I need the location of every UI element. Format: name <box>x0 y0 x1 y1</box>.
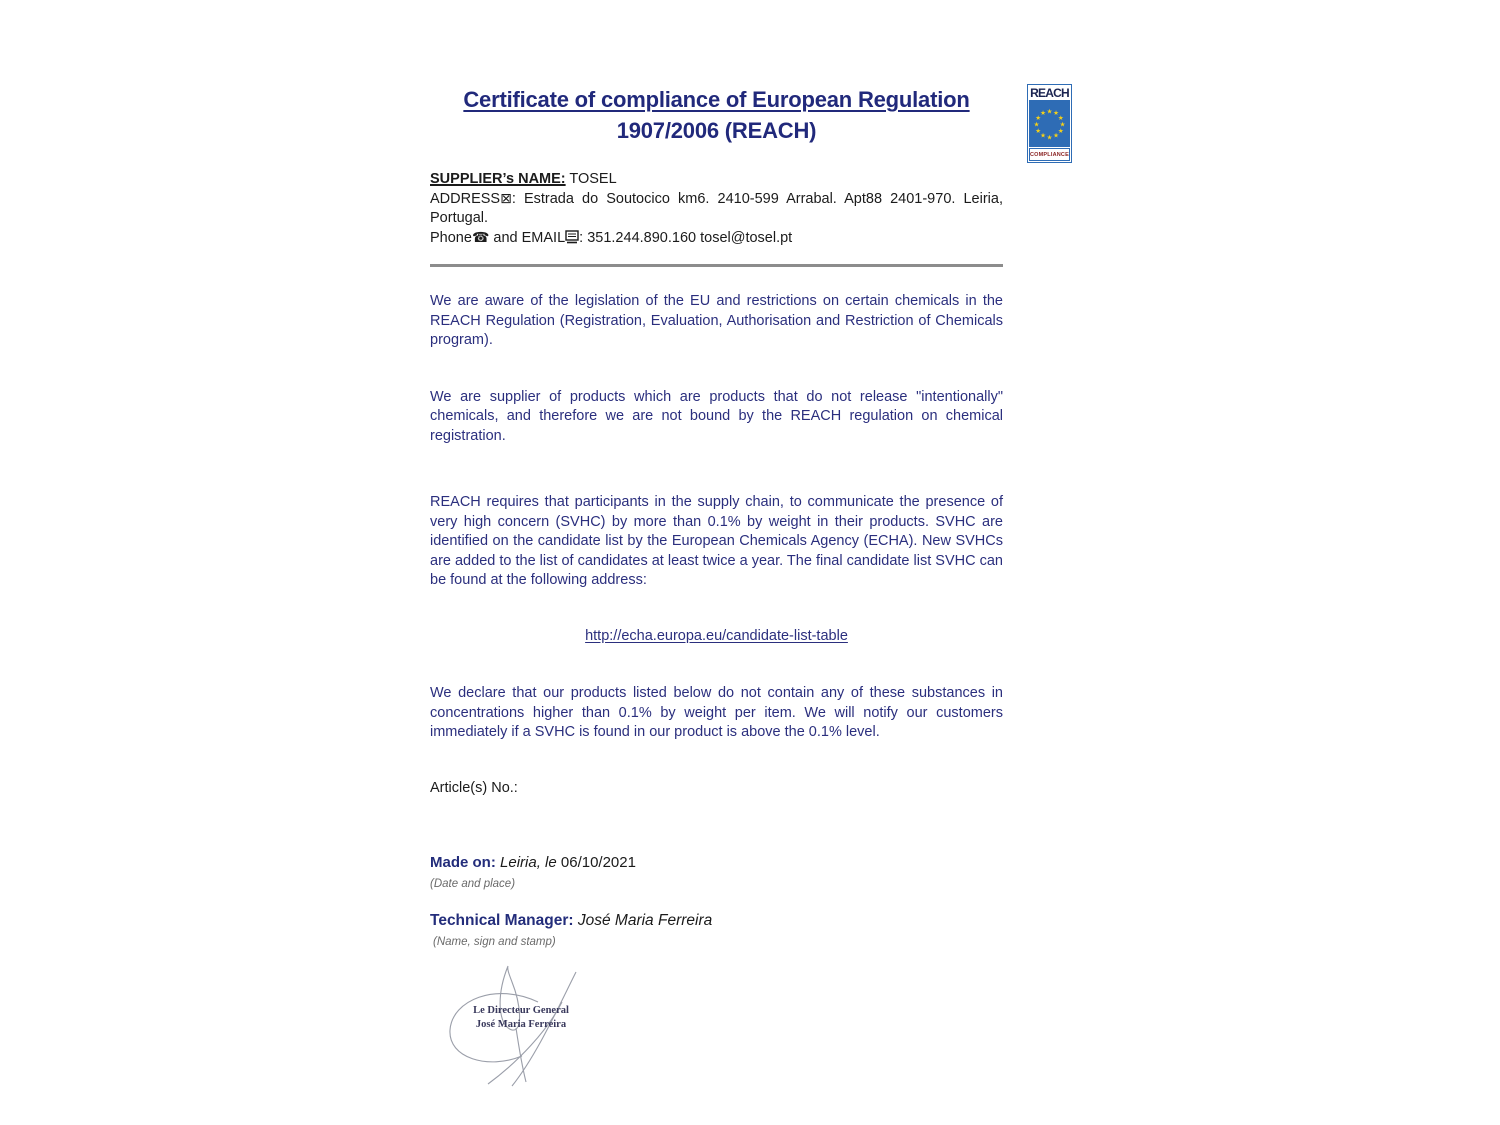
paragraph-reach-requirements: REACH requires that participants in the supply chain, to communicate the presence of very high concern (SVHC) by more than 0.1% by weight in their products. SVHC are identified on the candidate list by the European Chemicals Agency (ECHA). New SVHCs are added to the list of candidates at least twice a year. The final candidate list SVHC can be found at the following address: <box>430 494 1003 588</box>
supplier-name-label: SUPPLIER’s NAME: <box>430 171 566 187</box>
title-line-1: Certificate of compliance of European Regulation <box>463 87 970 112</box>
contact-value: : 351.244.890.160 tosel@tosel.pt <box>579 229 793 246</box>
phone-icon: ☎ <box>471 229 490 246</box>
svg-text:★: ★ <box>1059 120 1066 128</box>
paragraph-declaration: We declare that our products listed below do not contain any of these substances in concentrations higher than 0.1% by weight per item. We will notify our customers immediately if a SVHC is found in our product is above the 0.1% level. <box>430 685 1003 740</box>
supplier-name-line <box>430 170 1003 190</box>
phone-email-line <box>430 229 1003 249</box>
svg-text:★: ★ <box>1053 109 1059 117</box>
supplier-name-value: TOSEL <box>565 171 617 187</box>
section-divider <box>430 264 1003 267</box>
eu-stars-icon <box>1029 100 1070 147</box>
paragraph-awareness: We are aware of the legislation of the EU and restrictions on certain chemicals in the REACH Regulation (Registration, Evaluation, Authorisation and Restriction of Chemicals program). <box>430 293 1003 348</box>
technical-manager-line <box>430 911 1003 931</box>
reach-compliance-logo <box>1027 84 1072 163</box>
svg-text:★: ★ <box>1046 133 1053 141</box>
title-line-2: 1907/2006 (REACH) <box>616 118 817 143</box>
paragraph-supplier-role: We are supplier of products which are products that do not release "intentionally" chemicals, and therefore we are not bound by the REACH regulation on chemical registration. <box>430 388 1003 444</box>
address-value: : Estrada do Soutocico km6. 2410-599 Arrabal. Apt88 2401-970. Leiria, Portugal. <box>430 190 1003 226</box>
phone-label: Phone <box>430 229 472 246</box>
svg-text:★: ★ <box>1040 132 1046 140</box>
svg-text:★: ★ <box>1033 120 1040 128</box>
made-on-line <box>430 853 1003 873</box>
compliance-logo-text: COMPLIANCE <box>1029 148 1070 161</box>
svg-text:★: ★ <box>1057 114 1064 122</box>
candidate-list-link[interactable]: http://echa.europa.eu/candidate-list-table <box>585 627 848 644</box>
technical-manager-name: José Maria Ferreira <box>573 912 713 929</box>
svg-text:★: ★ <box>1040 109 1046 117</box>
made-on-place: Leiria, le <box>495 854 557 871</box>
technical-manager-label: Technical Manager: <box>430 912 574 929</box>
made-on-date: 06/10/2021 <box>556 854 636 871</box>
address-line <box>430 190 1003 229</box>
document-content <box>430 0 1003 1092</box>
signature-area <box>436 964 606 1092</box>
computer-icon <box>565 230 579 244</box>
article-number-label: Article(s) No.: <box>430 779 518 796</box>
page-title <box>430 84 1003 146</box>
signature-stamp <box>436 1004 606 1032</box>
reach-logo-text: REACH <box>1030 85 1069 100</box>
stamp-line-2: José Maria Ferreira <box>475 1019 567 1030</box>
svg-text:★: ★ <box>1035 114 1042 122</box>
svg-text:★: ★ <box>1057 127 1064 135</box>
svg-text:★: ★ <box>1035 127 1042 135</box>
stamp-line-1: Le Directeur General <box>473 1005 569 1016</box>
svg-text:★: ★ <box>1053 132 1059 140</box>
made-on-label: Made on: <box>430 854 496 871</box>
svg-text:★: ★ <box>1046 107 1053 115</box>
address-label: ADDRESS <box>430 190 501 207</box>
envelope-icon: ⊠ <box>500 190 512 207</box>
date-place-hint: (Date and place) <box>430 877 516 890</box>
email-label: and EMAIL <box>489 229 566 246</box>
supplier-block <box>430 170 1003 248</box>
name-sign-hint: (Name, sign and stamp) <box>433 935 556 948</box>
candidate-list-link-line <box>430 627 1003 647</box>
